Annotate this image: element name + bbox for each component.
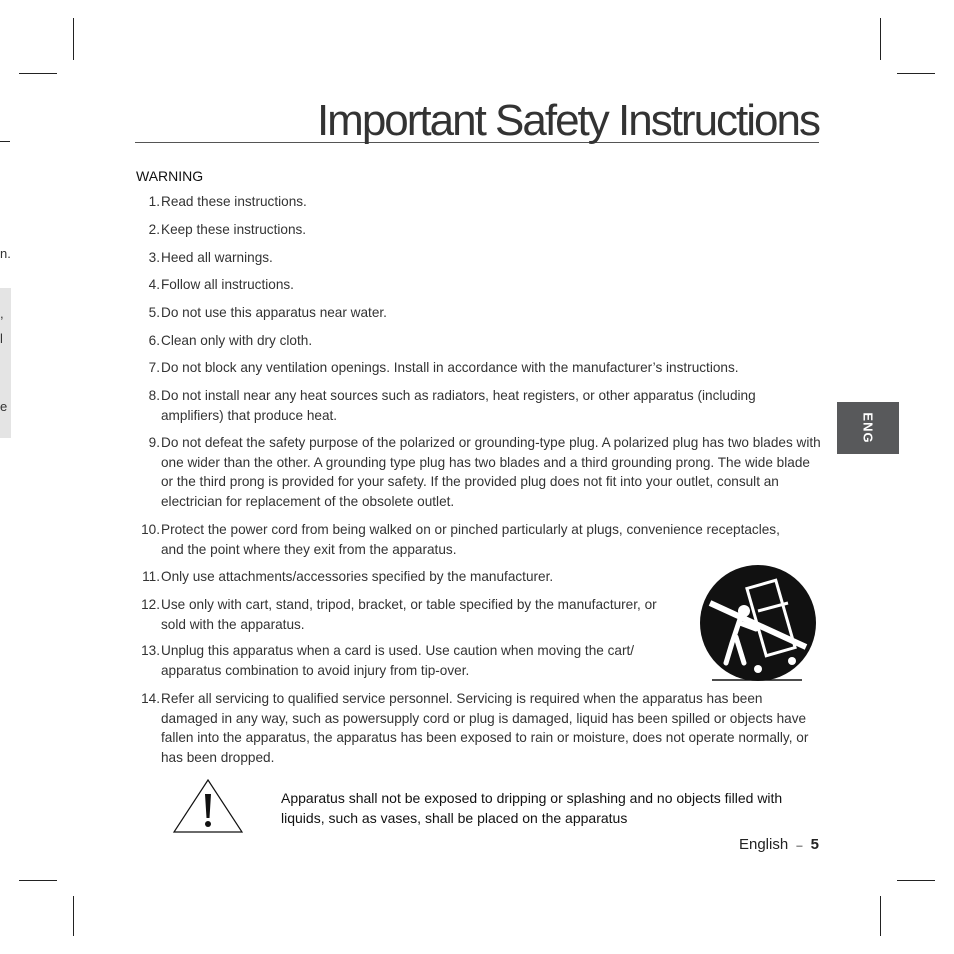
- item-text: Do not defeat the safety purpose of the polarized or grounding-type plug. A polarized plug has two blades with one wider than the other. A grounding type plug has two blades and a third grounding prong. The wide blade or the third prong is provided for your safety. If the provided plug does not fit into your outlet, consult an electrician for replacement of the obsolete outlet.: [161, 435, 821, 509]
- item-text: Clean only with dry cloth.: [161, 333, 313, 348]
- item-text: Refer all servicing to qualified service personnel. Servicing is required when the apparatus has been damaged in any way, such as powersupply cord or plug is damaged, liquid has been spilled or objects have fallen into the apparatus, the apparatus has been exposed to rain or moisture, does not operate normally, or has been dropped.: [161, 691, 809, 765]
- item-text: Only use attachments/accessories specified by the manufacturer.: [161, 569, 554, 584]
- left-edge-text: ,: [0, 306, 4, 321]
- item-number: 14.: [141, 691, 160, 706]
- crop-mark: [19, 73, 57, 74]
- crop-mark: [73, 18, 74, 60]
- left-edge-text: l: [0, 331, 3, 346]
- page-footer: [739, 836, 819, 853]
- item-text: Read these instructions.: [161, 194, 307, 209]
- item-number: 8.: [148, 388, 160, 403]
- item-text: Follow all instructions.: [161, 277, 294, 292]
- item-number: 11.: [142, 569, 160, 584]
- item-number: 1.: [148, 194, 160, 209]
- left-edge-text: e: [0, 399, 8, 414]
- crop-mark: [0, 141, 10, 142]
- item-text: Keep these instructions.: [161, 222, 307, 237]
- item-text: Do not block any ventilation openings. Install in accordance with the manufacturer’s instructions.: [161, 360, 739, 375]
- item-number: 6.: [148, 333, 160, 348]
- language-tab: [837, 402, 899, 454]
- item-number: 10.: [141, 522, 160, 537]
- footer-separator: –: [796, 840, 803, 852]
- item-text: Heed all warnings.: [161, 250, 273, 265]
- item-number: 7.: [148, 360, 160, 375]
- page-title: Important Safety Instructions: [316, 96, 819, 145]
- item-number: 2.: [148, 222, 160, 237]
- crop-mark: [880, 896, 881, 936]
- item-number: 3.: [148, 250, 160, 265]
- item-number: 9.: [148, 435, 160, 450]
- item-number: 12.: [141, 597, 160, 612]
- page-number: 5: [810, 836, 819, 853]
- item-number: 4.: [148, 277, 160, 292]
- left-edge-text: n.: [0, 246, 11, 261]
- crop-mark: [73, 896, 74, 936]
- item-number: 13.: [141, 643, 160, 658]
- item-number: 5.: [148, 305, 160, 320]
- item-text: Do not use this apparatus near water.: [161, 305, 387, 320]
- crop-mark: [897, 880, 935, 881]
- caution-statement: Apparatus shall not be exposed to dripping or splashing and no objects filled with liquids, such as vases, shall be placed on the apparatus: [281, 790, 783, 826]
- item-text: Use only with cart, stand, tripod, bracket, or table specified by the manufacturer, or sold with the apparatus.: [161, 597, 657, 632]
- item-text: Protect the power cord from being walked on or pinched particularly at plugs, convenience receptacles, and the point where they exit from the apparatus.: [161, 522, 780, 557]
- item-text: Do not install near any heat sources such as radiators, heat registers, or other apparatus (including amplifiers) that produce heat.: [161, 388, 756, 423]
- caution-exclamation-icon: [172, 778, 244, 834]
- language-tab-label: ENG: [860, 412, 876, 444]
- cart-tip-over-icon: [696, 563, 820, 683]
- footer-language: English: [738, 836, 789, 853]
- item-text: Unplug this apparatus when a card is used. Use caution when moving the cart/ apparatus combination to avoid injury from tip-over.: [161, 643, 635, 678]
- crop-mark: [897, 73, 935, 74]
- crop-mark: [880, 18, 881, 60]
- warning-heading: WARNING: [136, 168, 204, 184]
- crop-mark: [19, 880, 57, 881]
